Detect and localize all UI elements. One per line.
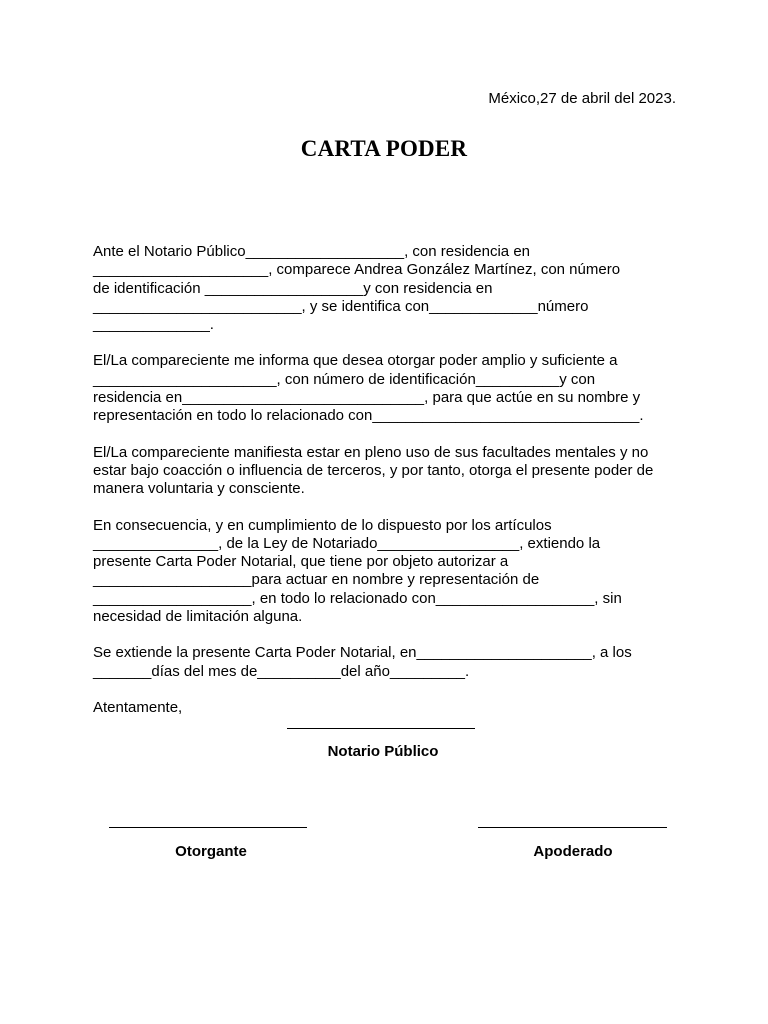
paragraph-spacer: [93, 681, 683, 699]
document-title: CARTA PODER: [300, 136, 468, 161]
paragraph-spacer: [93, 499, 683, 517]
text-line: residencia en_____________________________, para que actúe en su nombre y: [93, 389, 641, 407]
text-line: En consecuencia, y en cumplimiento de lo dispuesto por los artículos: [93, 516, 552, 534]
attorney-label: Apoderado: [533, 843, 613, 860]
paragraph-closing: [93, 699, 683, 717]
text-line: Se extiende la presente Carta Poder Notarial, en_____________________, a los: [93, 644, 632, 662]
text-line: estar bajo coacción o influencia de terceros, y por tanto, otorga el presente poder de: [93, 461, 654, 479]
grantor-label: Otorgante: [175, 843, 247, 860]
text-line: Ante el Notario Público___________________, con residencia en: [93, 243, 530, 260]
text-line: necesidad de limitación alguna.: [93, 608, 303, 626]
paragraph-spacer: [93, 334, 683, 352]
grantor-signature-line: [109, 827, 307, 828]
text-line: de identificación ___________________y con residencia en: [93, 279, 493, 297]
paragraph-legal-basis: [93, 517, 683, 627]
text-line: ___________________para actuar en nombre y representación de: [93, 571, 540, 589]
notary-signature-line: [287, 728, 475, 729]
text-line: ______________.: [93, 316, 214, 334]
paragraph-grant-power: [93, 352, 683, 425]
document-body: [93, 243, 683, 717]
paragraph-notary-appearance: [93, 243, 683, 334]
text-line: _______________, de la Ley de Notariado_________________, extiendo la: [93, 534, 601, 552]
text-line: manera voluntaria y consciente.: [93, 480, 305, 498]
text-line: _______días del mes de__________del año_________.: [93, 662, 470, 680]
text-line: ______________________, con número de identificación__________y con: [93, 370, 596, 388]
text-line: _____________________, comparece Andrea González Martínez, con número: [93, 261, 621, 279]
paragraph-place-and-date: [93, 644, 683, 681]
text-line: El/La compareciente me informa que desea otorgar poder amplio y suficiente a: [93, 352, 618, 370]
document-date: México,27 de abril del 2023.: [488, 90, 676, 107]
paragraph-spacer: [93, 426, 683, 444]
text-line: _________________________, y se identifica con_____________número: [93, 297, 589, 315]
paragraph-capacity-statement: [93, 444, 683, 499]
text-line: El/La compareciente manifiesta estar en pleno uso de sus facultades mentales y no: [93, 443, 649, 461]
text-line: representación en todo lo relacionado con________________________________.: [93, 407, 644, 425]
paragraph-spacer: [93, 626, 683, 644]
text-line: ___________________, en todo lo relacionado con___________________, sin: [93, 589, 622, 607]
closing-text: Atentamente,: [93, 698, 183, 716]
notary-label: Notario Público: [327, 743, 439, 760]
attorney-signature-line: [478, 827, 667, 828]
text-line: presente Carta Poder Notarial, que tiene por objeto autorizar a: [93, 553, 509, 571]
